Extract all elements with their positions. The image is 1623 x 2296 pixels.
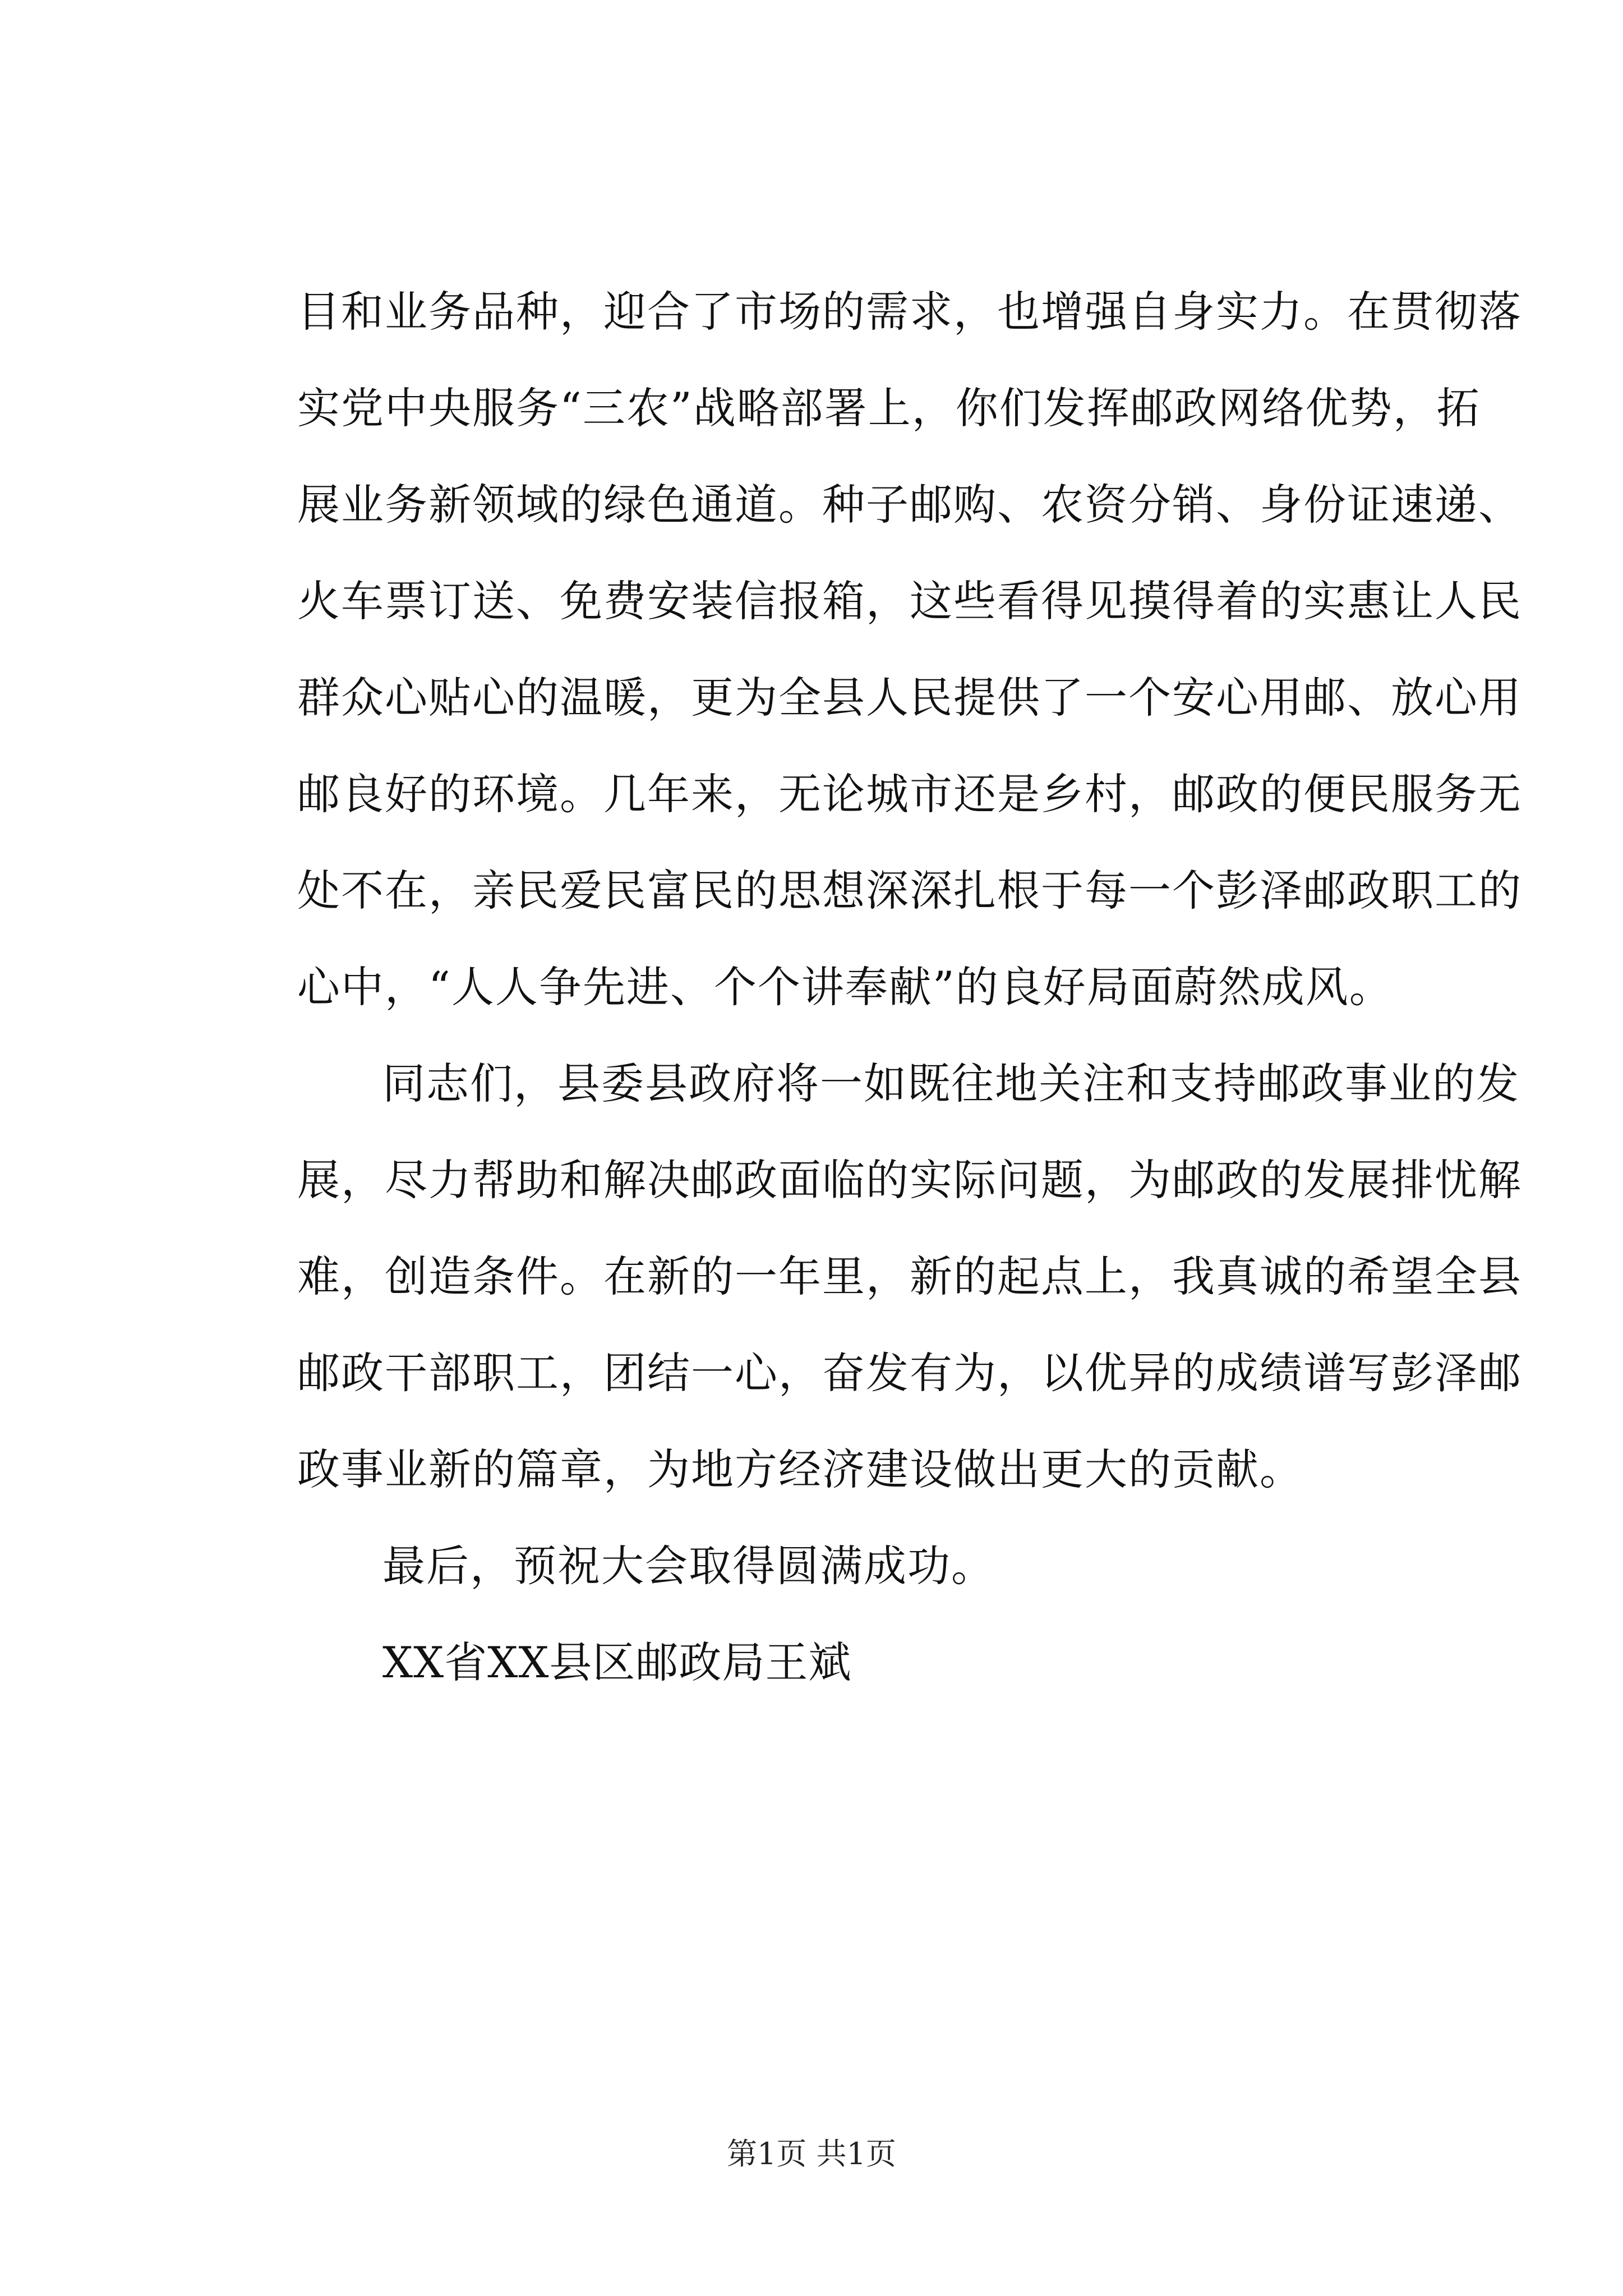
signature: XX省XX县区邮政局王斌: [382, 1637, 852, 1687]
text-line: 展业务新领域的绿色通道。种子邮购、农资分销、身份证速递、: [297, 480, 1522, 530]
text-line: 心中，“人人争先进、个个讲奉献”的良好局面蔚然成风。: [297, 962, 1393, 1012]
closing-line: 最后，预祝大会取得圆满成功。: [382, 1541, 995, 1591]
text-line: 同志们，县委县政府将一如既往地关注和支持邮政事业的发: [382, 1059, 1520, 1108]
text-line: 群众心贴心的温暖，更为全县人民提供了一个安心用邮、放心用: [297, 673, 1522, 723]
paragraph-3: [297, 1518, 1413, 1614]
text-line: 处不在，亲民爱民富民的思想深深扎根于每一个彭泽邮政职工的: [297, 866, 1522, 915]
page-footer: 第1页 共1页: [727, 2136, 896, 2171]
text-line: 邮政干部职工，团结一心，奋发有为，以优异的成绩谱写彭泽邮: [297, 1348, 1522, 1398]
text-line: 难，创造条件。在新的一年里，新的起点上，我真诚的希望全县: [297, 1251, 1522, 1301]
text-line: 邮良好的环境。几年来，无论城市还是乡村，邮政的便民服务无: [297, 769, 1522, 819]
paragraph-2: [297, 1036, 1522, 1518]
document-body: [297, 264, 1522, 1711]
text-line: 政事业新的篇章，为地方经济建设做出更大的贡献。: [297, 1444, 1303, 1494]
paragraph-1: [297, 264, 1522, 1036]
text-line: 实党中央服务“三农”战略部署上，你们发挥邮政网络优势，拓: [297, 383, 1481, 433]
text-line: 目和业务品种，迎合了市场的需求，也增强自身实力。在贯彻落: [297, 287, 1522, 337]
text-line: 火车票订送、免费安装信报箱，这些看得见摸得着的实惠让人民: [297, 576, 1522, 626]
text-line: 展，尽力帮助和解决邮政面临的实际问题，为邮政的发展排忧解: [297, 1155, 1522, 1205]
